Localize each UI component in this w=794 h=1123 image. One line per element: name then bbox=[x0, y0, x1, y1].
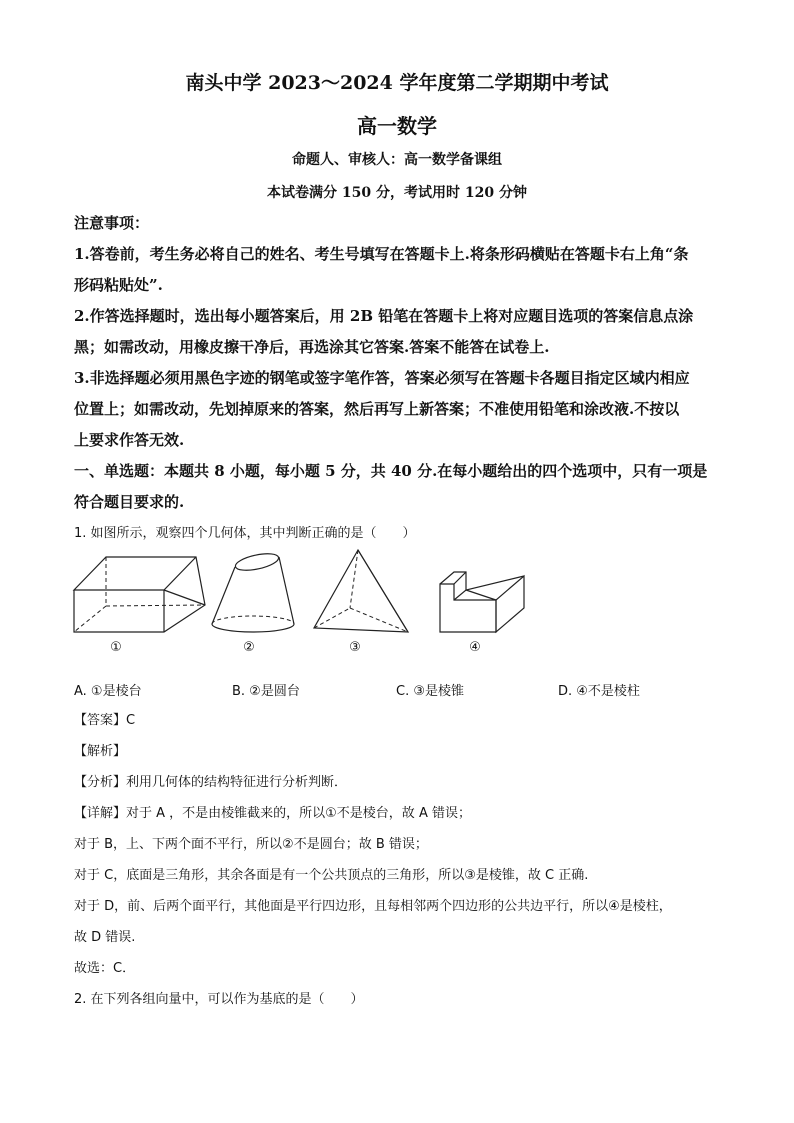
answer-line: 【答案】C bbox=[74, 713, 136, 728]
analysis-line: 【分析】利用几何体的结构特征进行分析判断． bbox=[74, 775, 348, 790]
note-2-line-1: 2.作答选择题时，选出每小题答案后，用 2B 铅笔在答题卡上将对应题目选项的答案信息点涂 bbox=[74, 307, 694, 325]
note-1-line-1: 1.答卷前，考生务必将自己的姓名、考生号填写在答题卡上.将条形码横贴在答题卡右上角“条 bbox=[74, 245, 689, 263]
figure-4-label: ④ bbox=[469, 640, 481, 655]
figure-1-label: ① bbox=[110, 640, 122, 655]
figure-4-solid bbox=[436, 548, 536, 638]
question-2-stem: 2. 在下列各组向量中，可以作为基底的是（ ） bbox=[74, 992, 364, 1007]
figure-2-solid bbox=[202, 548, 302, 638]
analysis-heading: 【解析】 bbox=[74, 744, 127, 759]
option-d: D. ④不是棱柱 bbox=[558, 684, 640, 699]
note-2-line-2: 黑；如需改动，用橡皮擦干净后，再选涂其它答案.答案不能答在试卷上. bbox=[74, 338, 550, 356]
figure-3-label: ③ bbox=[349, 640, 361, 655]
subject-title: 高一数学 bbox=[357, 114, 437, 138]
note-3-line-2: 位置上；如需改动，先划掉原来的答案，然后再写上新答案；不准使用铅笔和涂改液.不按以 bbox=[74, 400, 680, 418]
detail-line-1: 【详解】对于 A ，不是由棱锥截来的，所以①不是棱台，故 A 错误； bbox=[74, 806, 471, 821]
exam-title: 南头中学 2023～2024 学年度第二学期期中考试 bbox=[185, 72, 609, 94]
figure-2-label: ② bbox=[243, 640, 255, 655]
detail-line-3: 对于 C，底面是三角形，其余各面是有一个公共顶点的三角形，所以③是棱锥，故 C 正确. bbox=[74, 868, 589, 883]
section-1-line-2: 符合题目要求的. bbox=[74, 493, 185, 511]
detail-line-2: 对于 B，上、下两个面不平行，所以②不是圆台；故 B 错误； bbox=[74, 837, 428, 852]
authors-line: 命题人、审核人：高一数学备课组 bbox=[292, 152, 502, 168]
detail-line-5: 故 D 错误. bbox=[74, 930, 136, 945]
note-1-line-2: 形码粘贴处”. bbox=[74, 276, 163, 294]
note-3-line-1: 3.非选择题必须用黑色字迹的钢笔或签字笔作答，答案必须写在答题卡各题目指定区域内相应 bbox=[74, 369, 690, 387]
option-b: B. ②是圆台 bbox=[232, 684, 300, 699]
detail-line-4: 对于 D，前、后两个面平行，其他面是平行四边形，且每相邻两个四边形的公共边平行，所以④是棱柱， bbox=[74, 899, 672, 914]
note-3-line-3: 上要求作答无效. bbox=[74, 431, 185, 449]
notes-heading: 注意事项： bbox=[74, 214, 150, 232]
exam-info-line: 本试卷满分 150 分，考试用时 120 分钟 bbox=[267, 185, 527, 201]
section-1-line-1: 一、单选题：本题共 8 小题，每小题 5 分，共 40 分.在每小题给出的四个选项中，只有一项是 bbox=[74, 462, 708, 480]
conclusion-line: 故选：C． bbox=[74, 961, 136, 976]
figure-1-solid bbox=[70, 548, 220, 638]
option-a: A. ①是棱台 bbox=[74, 684, 142, 699]
figure-3-solid bbox=[310, 548, 420, 638]
option-c: C. ③是棱锥 bbox=[396, 684, 464, 699]
question-1-stem: 1. 如图所示，观察四个几何体，其中判断正确的是（ ） bbox=[74, 526, 416, 541]
